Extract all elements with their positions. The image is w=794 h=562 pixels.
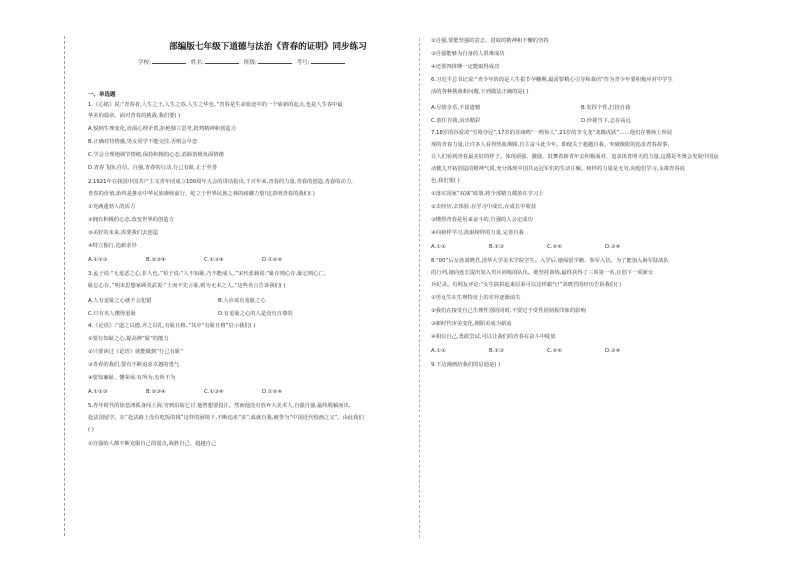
name-blank [205, 58, 239, 64]
statement-line: ②只要读过《论语》就能做到“行己有耻” [88, 349, 183, 355]
option-line: A.悦纳生理变化,直面心理矛盾,拒绝独立思考,批判精神和创造力 [88, 126, 236, 132]
option-line: B.正确对待情感,男女同学不能交往,否则会早恋 [88, 139, 198, 145]
option-b[interactable]: B.①③ [489, 244, 504, 250]
option-c[interactable]: C.②④ [547, 348, 562, 354]
options-row [88, 296, 348, 304]
question-line: 现的青春力量,让许多人看得热血沸腾,自主奋斗此少年。即使关于超越自我、突破极限的追求青春故事, [431, 142, 670, 148]
page-title: 部编版七年级下道德与法治《青春的证明》同步练习 [169, 42, 367, 52]
statement-line: ④还要四拼搏一定能取得成功 [431, 64, 500, 70]
option-c[interactable]: C.①③④ [204, 257, 224, 263]
statement-line: ③美好的未来,需要我们去创造 [88, 230, 158, 236]
class-label: 班级: [243, 60, 257, 66]
statement-line: ①充满蓬勃人的活力 [88, 204, 136, 210]
statement-line: ①要有知耻之心,提高辨“耻”的能力 [88, 336, 169, 342]
question-line: 耻忘心存。”明末思想家顾炎武说:“士而不先言耻,则为无本之人。”这些名言告诉我们( ) [88, 283, 286, 289]
question-line: 7.18岁的谷爱凌“雪境夺冠”,17岁的苏翊鸣“一鸣惊人”,21岁的李文龙“龙腾虎跃”……他们在赛场上所展 [431, 130, 673, 136]
question-line: 色,我们要( ) [431, 178, 460, 184]
statement-line: ③新时代审美变化,刚阳美成为新流 [431, 321, 512, 327]
options-row [88, 389, 320, 395]
statement-line: ①落实国家“双减”政策,将全部精力都放在学习上 [431, 191, 544, 197]
options-row [431, 348, 663, 354]
question-line: 动健儿开拓创造的精神气质,充分体现中国共运冠军们的生动注解。榜样的力量是无穷,向他们学习,永葆青春底 [431, 166, 686, 172]
class-blank [258, 58, 292, 64]
exam-page [36, 32, 762, 538]
binding-line [64, 36, 65, 536]
question-line: 让人们看到青春最美好的样子。体现顽强、激励、鼓舞着新青年去积极面对、追求体育明天的力量,这都是冬奥会发展中国运 [431, 154, 719, 160]
statement-line: ④要知廉耻、懂荣辱,有所为,有所不为 [88, 375, 176, 381]
option-b[interactable]: B.②③④ [146, 389, 166, 395]
student-info-row [138, 58, 438, 66]
option-a[interactable]: A.人有羞耻之心就不会犯错 [88, 298, 152, 304]
option-c[interactable]: C.②④ [547, 244, 562, 250]
option-d[interactable]: D.①②④ [262, 389, 283, 395]
statement-line: ②自强,要能坚强的意志、进取的精神和不懈的坚持 [431, 38, 549, 44]
options-row [88, 309, 348, 317]
option-c[interactable]: C.只有名人懂得羞耻 [88, 311, 136, 317]
question-line: 活的各种挑战和问题,下列做法正确的是( ) [431, 89, 529, 95]
options-row [88, 257, 320, 263]
option-line: C.学会合理地调节情绪,保持积极的心态,消除消极负面情绪 [88, 152, 224, 158]
question-line: 的行列,她向连长提出加入男兵训练的队伍。她坚持训练,最终获得了三项第一名,且创下一项新女 [431, 270, 654, 276]
option-c[interactable]: C.①③④ [204, 389, 224, 395]
option-d[interactable]: D.③④ [605, 348, 621, 354]
school-label: 学校: [138, 60, 152, 66]
option-a[interactable]: A.尽情享乐,不留遗憾 [431, 105, 481, 111]
statement-line: ①自强的人都不断克服自己的弱点,战胜自己、超越自己 [88, 441, 217, 447]
option-c[interactable]: C.放任自我,活出精彩 [431, 118, 481, 124]
statement-line: ②去经历,去体验,在学习中成长,在成长中收获 [431, 204, 537, 210]
question-line: 2.1921年在我国中国共产主义青年团成立100周年大会的讲话指出,千百年来,青春的力量,青春的创造,青春的动力, [88, 179, 353, 185]
statement-line: ③懂得青春是用来奋斗的,自强的人会定成功 [431, 217, 533, 223]
options-row [431, 116, 731, 124]
question-line: 9.下边漫画给我们的启迪是( ) [431, 362, 501, 368]
exam-no-label: 考号: [296, 60, 310, 66]
option-b[interactable]: B.①③ [489, 348, 504, 354]
question-line: ( ) [88, 427, 94, 433]
statement-line: ④向榜样学习,汲取榜样的力量,完善自我 [431, 230, 524, 236]
option-line: D.青春飞扬,自信、自强,青春的行动,行己有耻,止于至善 [88, 165, 218, 171]
option-b[interactable]: B.②③④ [146, 257, 166, 263]
question-line: 赴法国留学。在“赴法路上没有吃饭的钱”这样的困境下,不断追求“美”,成就自我,被誉为“中国近代绘画之父”。由此我们 [88, 415, 364, 421]
question-line: 1.《心铭》说:“青春者,人生之王,人生之春,人生之华也。”青春是生命旅途中的一个崭新的起点,也是人生春中最 [88, 102, 343, 108]
column-divider [419, 38, 420, 538]
option-a[interactable]: A.①②③ [88, 389, 108, 395]
question-line: 华美的篇章。面对青春的挑战,我们要( ) [88, 113, 181, 119]
option-d[interactable]: D.①②④ [262, 257, 283, 263]
option-b[interactable]: B.发挥个性,打扮自我 [581, 105, 631, 111]
statement-line: ②我们在接受自己生理性别的同时,不要过于受性别刻板印象的影响 [431, 308, 586, 314]
options-row [431, 244, 663, 250]
option-a[interactable]: A.①② [431, 244, 446, 250]
options-row [431, 103, 731, 111]
name-label: 姓名: [190, 60, 204, 66]
statement-line: ②拥有积极的心态,改变世界的创造力 [88, 217, 174, 223]
question-line: 6.习近平总书记说:“青少年阶段是人生拔节孕穗期,最需要精心引导和栽培”作为青少年要积极应对中学生 [431, 77, 673, 83]
option-d[interactable]: D.珍视当下,志存高远 [581, 118, 631, 124]
question-line: 3.孟子说:“无羞恶之心,非人也。”荀子说:“人不知耻,乃不能成人。”宋代张载说:“耻存则心存,耻忘则心亡。 [88, 271, 330, 277]
statement-line: ④特立独行,追新求异 [88, 243, 137, 249]
question-line: 兵纪录。有网友评论:“女生搞拼起来原来可以这样霸气!”刘晓君的经历告诉我们( ) [431, 282, 622, 288]
question-line: 4.《论语》:“道之以德,齐之以礼,有耻且格。”其中“有耻且格”启示我们( ) [88, 323, 256, 329]
section-title: 一、单选题 [88, 92, 116, 98]
statement-line: ③青春的我们,要有不断追求卓越的勇气 [88, 362, 180, 368]
exam-no-blank [311, 58, 345, 64]
option-b[interactable]: B.人应该有羞耻之心 [218, 298, 266, 304]
binding-gutter [36, 32, 76, 538]
question-line: 5.青年时代的徐悲鸿孤身闯上海,穷到沿街乞讨,他曾想要投江。然而他没有放弃大美术人,自强自强,最终脱颖而出, [88, 403, 351, 409]
option-a[interactable]: A.①②③ [88, 257, 108, 263]
option-a[interactable]: A.①② [431, 348, 446, 354]
question-line: 8.“00”后女孩刘晓君,清华大学美术学院学生。入学后,她保留学籍、参军入伍。为了能加入海军陆战队 [431, 258, 669, 264]
question-line: 青春的价值,始终是推动中华民族赓续前行、屹立于世界民族之林的磅礴力量!这表明青春的我们( ) [88, 191, 315, 197]
school-blank [152, 58, 186, 64]
option-d[interactable]: D.有羞耻之心的人是没有自尊的 [218, 311, 293, 317]
statement-line: ③自强能够为自身的人很难成功 [431, 51, 505, 57]
statement-line: ①男女生在生理特征上的差异逐渐消失 [431, 295, 521, 301]
statement-line: ④相信自己,勇敢尝试,可以让我们的青春在奋斗中绽放 [431, 334, 556, 340]
option-d[interactable]: D.③④ [605, 244, 621, 250]
